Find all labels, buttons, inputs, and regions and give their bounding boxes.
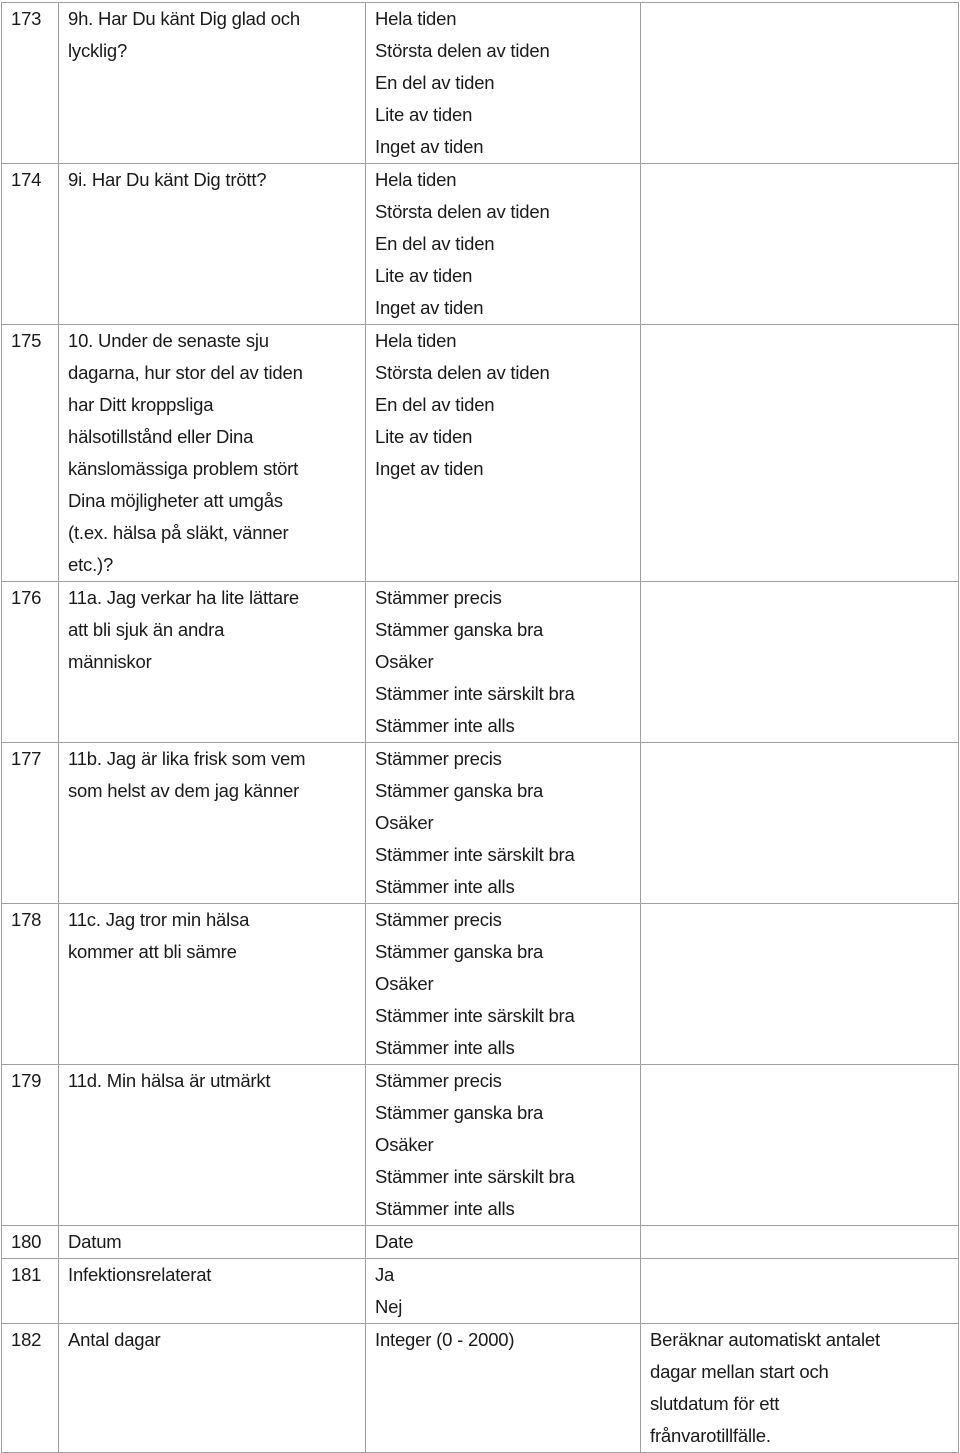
row-number xyxy=(2,582,59,743)
question-cell-line: Infektionsrelaterat xyxy=(68,1264,212,1285)
table-row xyxy=(2,3,959,164)
row-number-text: 181 xyxy=(11,1264,42,1285)
question-cell-line: 11d. Min hälsa är utmärkt xyxy=(68,1070,271,1091)
options-cell-line: Stämmer inte alls xyxy=(375,1198,515,1219)
row-number-text: 179 xyxy=(11,1070,42,1091)
options-cell-line: Hela tiden xyxy=(375,169,457,190)
options-cell-line: Inget av tiden xyxy=(375,297,484,318)
row-number-text: 176 xyxy=(11,587,42,608)
note-cell-line: slutdatum för ett xyxy=(650,1393,780,1414)
note-cell xyxy=(641,1324,959,1453)
options-cell-line: Osäker xyxy=(375,973,434,994)
question-cell xyxy=(59,582,366,743)
options-cell-line: Hela tiden xyxy=(375,8,457,29)
options-cell-line: Lite av tiden xyxy=(375,265,473,286)
row-number xyxy=(2,1065,59,1226)
options-cell-line: Stämmer ganska bra xyxy=(375,780,544,801)
table-row xyxy=(2,1226,959,1259)
options-cell-line: Nej xyxy=(375,1296,403,1317)
question-cell-line: att bli sjuk än andra xyxy=(68,619,225,640)
options-cell-line: Inget av tiden xyxy=(375,458,484,479)
question-cell-line: känslomässiga problem stört xyxy=(68,458,299,479)
row-number-text: 180 xyxy=(11,1231,42,1252)
row-number-text: 177 xyxy=(11,748,42,769)
options-cell-line: Lite av tiden xyxy=(375,426,473,447)
question-cell xyxy=(59,325,366,582)
options-cell-line: Lite av tiden xyxy=(375,104,473,125)
question-cell xyxy=(59,3,366,164)
note-cell xyxy=(641,904,959,1065)
row-number xyxy=(2,3,59,164)
options-cell-line: Date xyxy=(375,1231,414,1252)
options-cell-line: Osäker xyxy=(375,812,434,833)
options-cell-line: Stämmer inte alls xyxy=(375,876,515,897)
options-cell-line: Inget av tiden xyxy=(375,136,484,157)
note-cell-line: dagar mellan start och xyxy=(650,1361,829,1382)
question-cell-line: 11c. Jag tror min hälsa xyxy=(68,909,250,930)
variable-table xyxy=(1,2,959,1453)
options-cell-line: Hela tiden xyxy=(375,330,457,351)
row-number-text: 182 xyxy=(11,1329,42,1350)
question-cell-line: som helst av dem jag känner xyxy=(68,780,300,801)
options-cell-line: Stämmer precis xyxy=(375,909,502,930)
table-row xyxy=(2,1324,959,1453)
note-cell xyxy=(641,164,959,325)
question-cell-line: Dina möjligheter att umgås xyxy=(68,490,283,511)
question-cell xyxy=(59,1324,366,1453)
options-cell-line: Osäker xyxy=(375,1134,434,1155)
row-number-text: 174 xyxy=(11,169,42,190)
options-cell xyxy=(366,582,641,743)
note-cell xyxy=(641,1259,959,1324)
options-cell-line: Stämmer inte alls xyxy=(375,1037,515,1058)
row-number xyxy=(2,904,59,1065)
options-cell xyxy=(366,743,641,904)
options-cell-line: Stämmer precis xyxy=(375,1070,502,1091)
row-number-text: 173 xyxy=(11,8,42,29)
options-cell-line: Stämmer inte särskilt bra xyxy=(375,683,575,704)
question-cell-line: 9h. Har Du känt Dig glad och xyxy=(68,8,300,29)
question-cell-line: hälsotillstånd eller Dina xyxy=(68,426,254,447)
question-cell-line: lycklig? xyxy=(68,40,128,61)
options-cell-line: Stämmer ganska bra xyxy=(375,941,544,962)
options-cell-line: En del av tiden xyxy=(375,394,495,415)
question-cell-line: 11b. Jag är lika frisk som vem xyxy=(68,748,306,769)
note-cell xyxy=(641,1226,959,1259)
options-cell-line: Integer (0 - 2000) xyxy=(375,1329,515,1350)
row-number xyxy=(2,1226,59,1259)
row-number xyxy=(2,1259,59,1324)
table-row xyxy=(2,164,959,325)
options-cell-line: Största delen av tiden xyxy=(375,40,550,61)
row-number-text: 175 xyxy=(11,330,42,351)
question-cell-line: kommer att bli sämre xyxy=(68,941,237,962)
options-cell xyxy=(366,1226,641,1259)
question-cell xyxy=(59,164,366,325)
options-cell-line: Största delen av tiden xyxy=(375,362,550,383)
question-cell-line: (t.ex. hälsa på släkt, vänner xyxy=(68,522,289,543)
note-cell xyxy=(641,582,959,743)
options-cell-line: Stämmer ganska bra xyxy=(375,619,544,640)
options-cell-line: Stämmer inte särskilt bra xyxy=(375,844,575,865)
options-cell xyxy=(366,1324,641,1453)
question-cell-line: etc.)? xyxy=(68,554,114,575)
question-cell xyxy=(59,1226,366,1259)
options-cell-line: Stämmer precis xyxy=(375,748,502,769)
row-number xyxy=(2,1324,59,1453)
note-cell xyxy=(641,3,959,164)
options-cell-line: Största delen av tiden xyxy=(375,201,550,222)
table-row xyxy=(2,1065,959,1226)
options-cell xyxy=(366,164,641,325)
table-row xyxy=(2,325,959,582)
question-cell-line: Antal dagar xyxy=(68,1329,161,1350)
row-number xyxy=(2,164,59,325)
question-cell-line: 10. Under de senaste sju xyxy=(68,330,269,351)
table-row xyxy=(2,904,959,1065)
question-cell-line: har Ditt kroppsliga xyxy=(68,394,214,415)
options-cell xyxy=(366,325,641,582)
question-cell-line: 11a. Jag verkar ha lite lättare xyxy=(68,587,300,608)
options-cell-line: En del av tiden xyxy=(375,72,495,93)
question-cell-line: dagarna, hur stor del av tiden xyxy=(68,362,303,383)
table-row xyxy=(2,743,959,904)
note-cell-line: Beräknar automatiskt antalet xyxy=(650,1329,880,1350)
question-cell xyxy=(59,904,366,1065)
options-cell xyxy=(366,1065,641,1226)
options-cell-line: Ja xyxy=(375,1264,395,1285)
options-cell xyxy=(366,904,641,1065)
question-cell-line: 9i. Har Du känt Dig trött? xyxy=(68,169,267,190)
options-cell-line: Stämmer precis xyxy=(375,587,502,608)
note-cell xyxy=(641,743,959,904)
note-cell xyxy=(641,325,959,582)
options-cell xyxy=(366,1259,641,1324)
options-cell xyxy=(366,3,641,164)
question-cell xyxy=(59,743,366,904)
table-row xyxy=(2,582,959,743)
note-cell-line: frånvarotillfälle. xyxy=(650,1425,771,1446)
row-number xyxy=(2,325,59,582)
question-cell-line: Datum xyxy=(68,1231,122,1252)
question-cell xyxy=(59,1065,366,1226)
row-number-text: 178 xyxy=(11,909,42,930)
row-number xyxy=(2,743,59,904)
question-cell xyxy=(59,1259,366,1324)
options-cell-line: Stämmer ganska bra xyxy=(375,1102,544,1123)
options-cell-line: Stämmer inte särskilt bra xyxy=(375,1005,575,1026)
question-cell-line: människor xyxy=(68,651,152,672)
options-cell-line: En del av tiden xyxy=(375,233,495,254)
table-row xyxy=(2,1259,959,1324)
options-cell-line: Osäker xyxy=(375,651,434,672)
options-cell-line: Stämmer inte alls xyxy=(375,715,515,736)
note-cell xyxy=(641,1065,959,1226)
options-cell-line: Stämmer inte särskilt bra xyxy=(375,1166,575,1187)
